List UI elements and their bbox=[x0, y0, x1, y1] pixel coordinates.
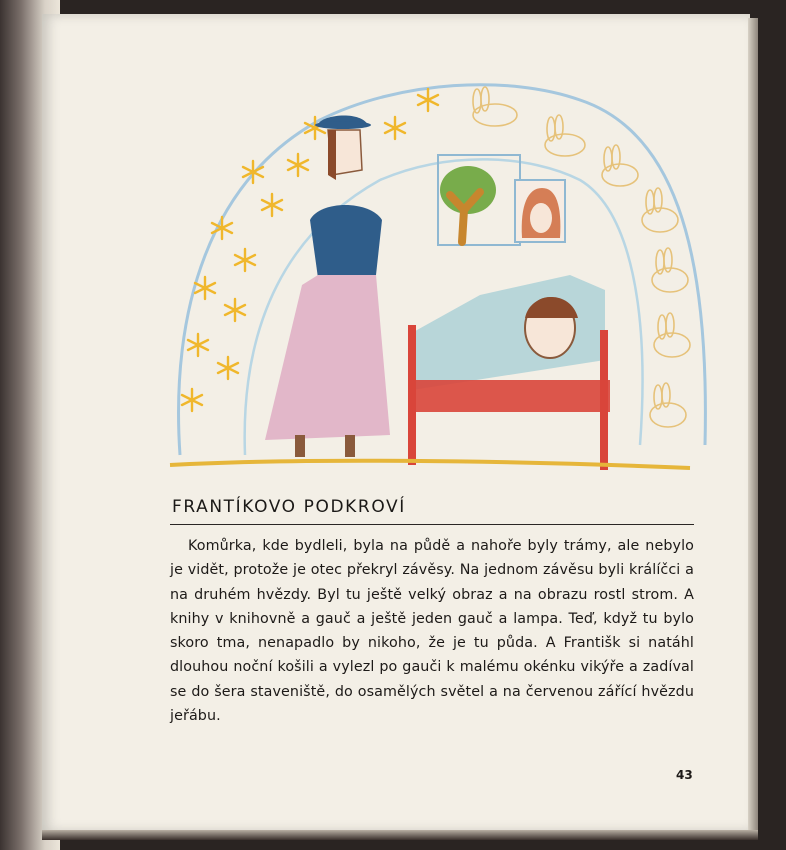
page-bottom-edge bbox=[42, 830, 758, 840]
rabbit-pattern bbox=[473, 87, 690, 427]
bed bbox=[408, 275, 610, 470]
section-heading: FRANTÍKOVO PODKROVÍ bbox=[172, 497, 406, 517]
crayon-illustration bbox=[150, 60, 720, 490]
page-number: 43 bbox=[676, 768, 693, 782]
heading-rule bbox=[170, 524, 694, 525]
tree-picture bbox=[438, 155, 520, 245]
ground-line bbox=[170, 461, 690, 468]
portrait-picture bbox=[515, 180, 565, 242]
story-paragraph: Komůrka, kde bydleli, byla na půdě a nahoře byly trámy, ale nebylo je vidět, protože je otec překryl závěsy. Na jednom závěsu byli králíčci a na druhém hvězdy. Byl tu ještě velký obraz a na obrazu rostl strom. A knihy v knihovně a gauč a ještě jeden gauč a lampa. Teď, když tu bylo skoro tma, nenapadlo by nikoho, že je tu půda. A Františk si natáhl dlouhou noční košili a vylezl po gauči k malému okénku vikýře a zadíval se do šera staveniště, do osamělých světel a na červenou zářící hvězdu jeřábu. bbox=[170, 538, 694, 725]
page-edge bbox=[748, 18, 758, 830]
woman-figure bbox=[265, 116, 390, 457]
